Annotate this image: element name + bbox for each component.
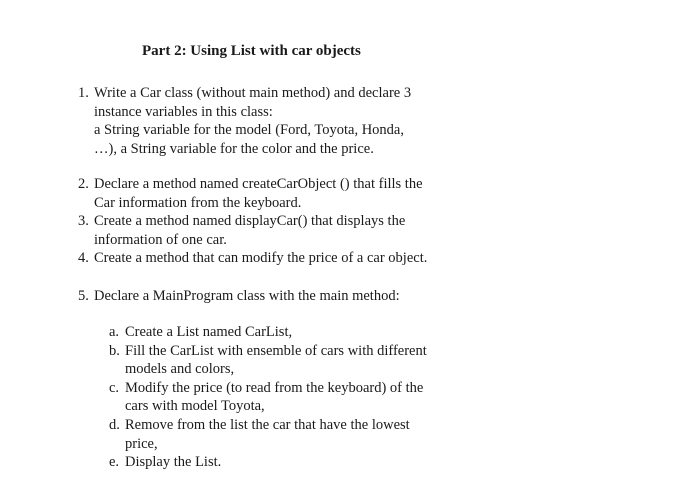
item-text-continued: instance variables in this class: xyxy=(94,103,273,120)
item-number: 4. xyxy=(78,250,89,267)
item-text-continued: information of one car. xyxy=(94,231,227,248)
subitem-letter: e. xyxy=(109,454,120,471)
sublist-item-b xyxy=(109,342,427,361)
sublist-item-a xyxy=(109,323,292,342)
item-number: 2. xyxy=(78,176,89,192)
document-title: Part 2: Using List with car objects xyxy=(142,43,361,59)
subitem-letter: a. xyxy=(109,324,120,340)
item-text-continued: a String variable for the model (Ford, Toyota, Honda, xyxy=(94,122,404,139)
item-text-continued: …), a String variable for the color and the price. xyxy=(94,140,374,157)
subitem-text: Remove from the list the car that have the lowest xyxy=(125,417,410,433)
subitem-text-continued: models and colors, xyxy=(125,361,235,378)
list-item-4 xyxy=(78,249,427,268)
sublist-item-c xyxy=(109,379,423,398)
item-text: Declare a MainProgram class with the main method: xyxy=(94,288,400,304)
sublist-item-d xyxy=(109,416,410,435)
item-text: Declare a method named createCarObject () that fills the xyxy=(94,176,423,192)
list-item-1 xyxy=(78,84,411,103)
subitem-letter: d. xyxy=(109,417,120,433)
subitem-text: Create a List named CarList, xyxy=(125,324,293,340)
item-text: Create a method that can modify the price of a car object. xyxy=(94,250,428,267)
item-number: 1. xyxy=(78,85,89,101)
list-item-5 xyxy=(78,287,400,306)
item-text-continued: Car information from the keyboard. xyxy=(94,194,302,211)
sublist-item-e xyxy=(109,453,221,472)
subitem-letter: c. xyxy=(109,379,120,396)
list-item-2 xyxy=(78,175,423,194)
subitem-text: Fill the CarList with ensemble of cars with different xyxy=(125,342,427,359)
item-text: Create a method named displayCar() that displays the xyxy=(94,213,406,230)
subitem-letter: b. xyxy=(109,342,120,359)
subitem-text-continued: cars with model Toyota, xyxy=(125,398,265,415)
item-number: 5. xyxy=(78,288,89,304)
item-number: 3. xyxy=(78,213,89,230)
item-text: Write a Car class (without main method) and declare 3 xyxy=(94,85,412,101)
subitem-text: Display the List. xyxy=(125,454,222,471)
subitem-text: Modify the price (to read from the keyboard) of the xyxy=(125,379,424,396)
list-item-3 xyxy=(78,212,405,231)
subitem-text-continued: price, xyxy=(125,435,158,452)
